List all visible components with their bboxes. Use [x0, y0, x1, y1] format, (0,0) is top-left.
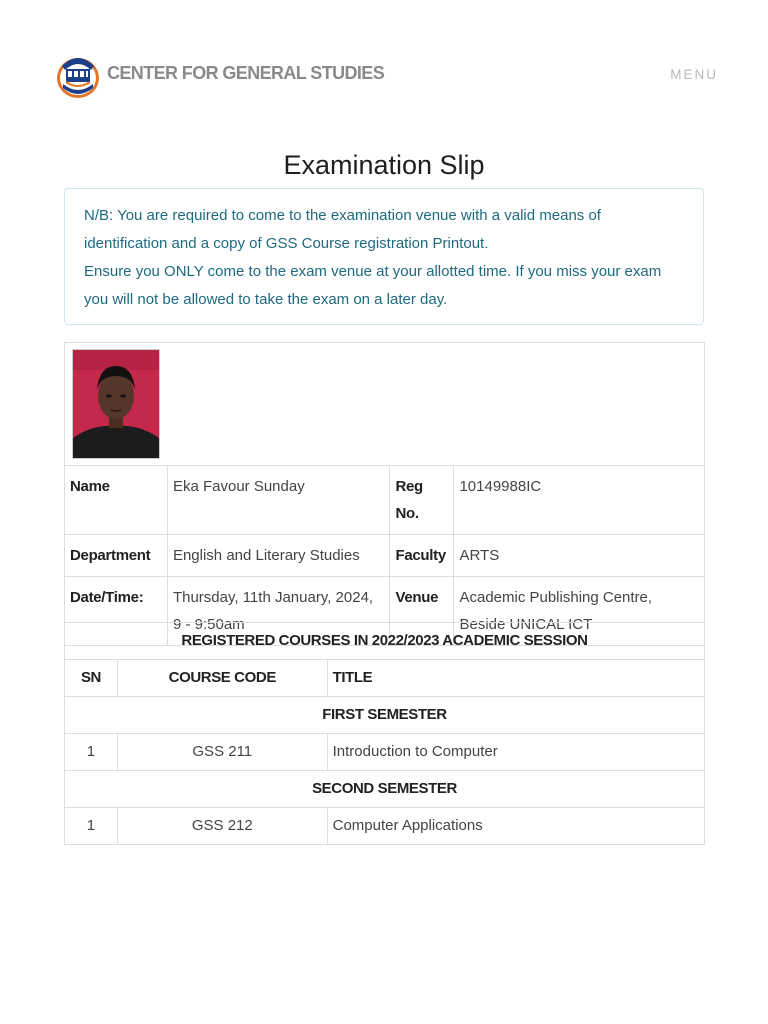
site-brand-title[interactable]: CENTER FOR GENERAL STUDIES — [107, 63, 385, 83]
datetime-label: Date/Time: — [65, 577, 168, 646]
notice-text-2: Ensure you ONLY come to the exam venue at your allotted time. If you miss your exam you will not be allowed to take the exam on a later day. — [84, 263, 662, 308]
name-value: Eka Favour Sunday — [167, 466, 390, 535]
courses-heading: REGISTERED COURSES IN 2022/2023 ACADEMIC SESSION — [65, 623, 705, 660]
second-semester-label: SECOND SEMESTER — [65, 771, 705, 808]
site-header — [0, 0, 768, 150]
student-photo — [72, 349, 160, 459]
table-row — [65, 808, 705, 845]
course-code: GSS 211 — [117, 734, 327, 771]
table-row — [65, 734, 705, 771]
notice-box — [64, 188, 704, 325]
faculty-label: Faculty — [390, 535, 454, 577]
datetime-date: Thursday, 11th January, 2024, — [172, 589, 374, 606]
faculty-value: ARTS — [454, 535, 705, 577]
department-label: Department — [65, 535, 168, 577]
semester-row — [65, 771, 705, 808]
logo-icon[interactable] — [55, 52, 101, 100]
notice-text-1: N/B: You are required to come to the examination venue with a valid means of identification and a copy of GSS Course registration Printout. — [84, 207, 601, 252]
datetime-time: 9 - 9:50am — [172, 616, 245, 633]
venue-line-2: Beside UNICAL ICT — [459, 616, 593, 633]
course-sn: 1 — [65, 734, 118, 771]
col-sn-header: SN — [65, 660, 118, 697]
col-title-header: TITLE — [327, 660, 704, 697]
photo-cell — [65, 343, 705, 466]
course-title: Introduction to Computer — [327, 734, 704, 771]
courses-table — [64, 622, 705, 845]
menu-button[interactable]: MENU — [670, 67, 718, 82]
course-code: GSS 212 — [117, 808, 327, 845]
venue-label: Venue — [390, 577, 454, 646]
col-code-header: COURSE CODE — [117, 660, 327, 697]
semester-row — [65, 697, 705, 734]
reg-no-value: 10149988IC — [454, 466, 705, 535]
student-info-table — [64, 342, 705, 646]
course-title: Computer Applications — [327, 808, 704, 845]
course-sn: 1 — [65, 808, 118, 845]
info-row-name — [65, 466, 705, 535]
reg-no-label: Reg No. — [390, 466, 454, 535]
courses-header-row — [65, 660, 705, 697]
info-row-department — [65, 535, 705, 577]
name-label: Name — [65, 466, 168, 535]
venue-line-1: Academic Publishing Centre, — [459, 589, 653, 606]
department-value: English and Literary Studies — [167, 535, 390, 577]
first-semester-label: FIRST SEMESTER — [65, 697, 705, 734]
photo-row — [65, 343, 705, 466]
page-title: Examination Slip — [283, 150, 485, 180]
courses-heading-row — [65, 623, 705, 660]
